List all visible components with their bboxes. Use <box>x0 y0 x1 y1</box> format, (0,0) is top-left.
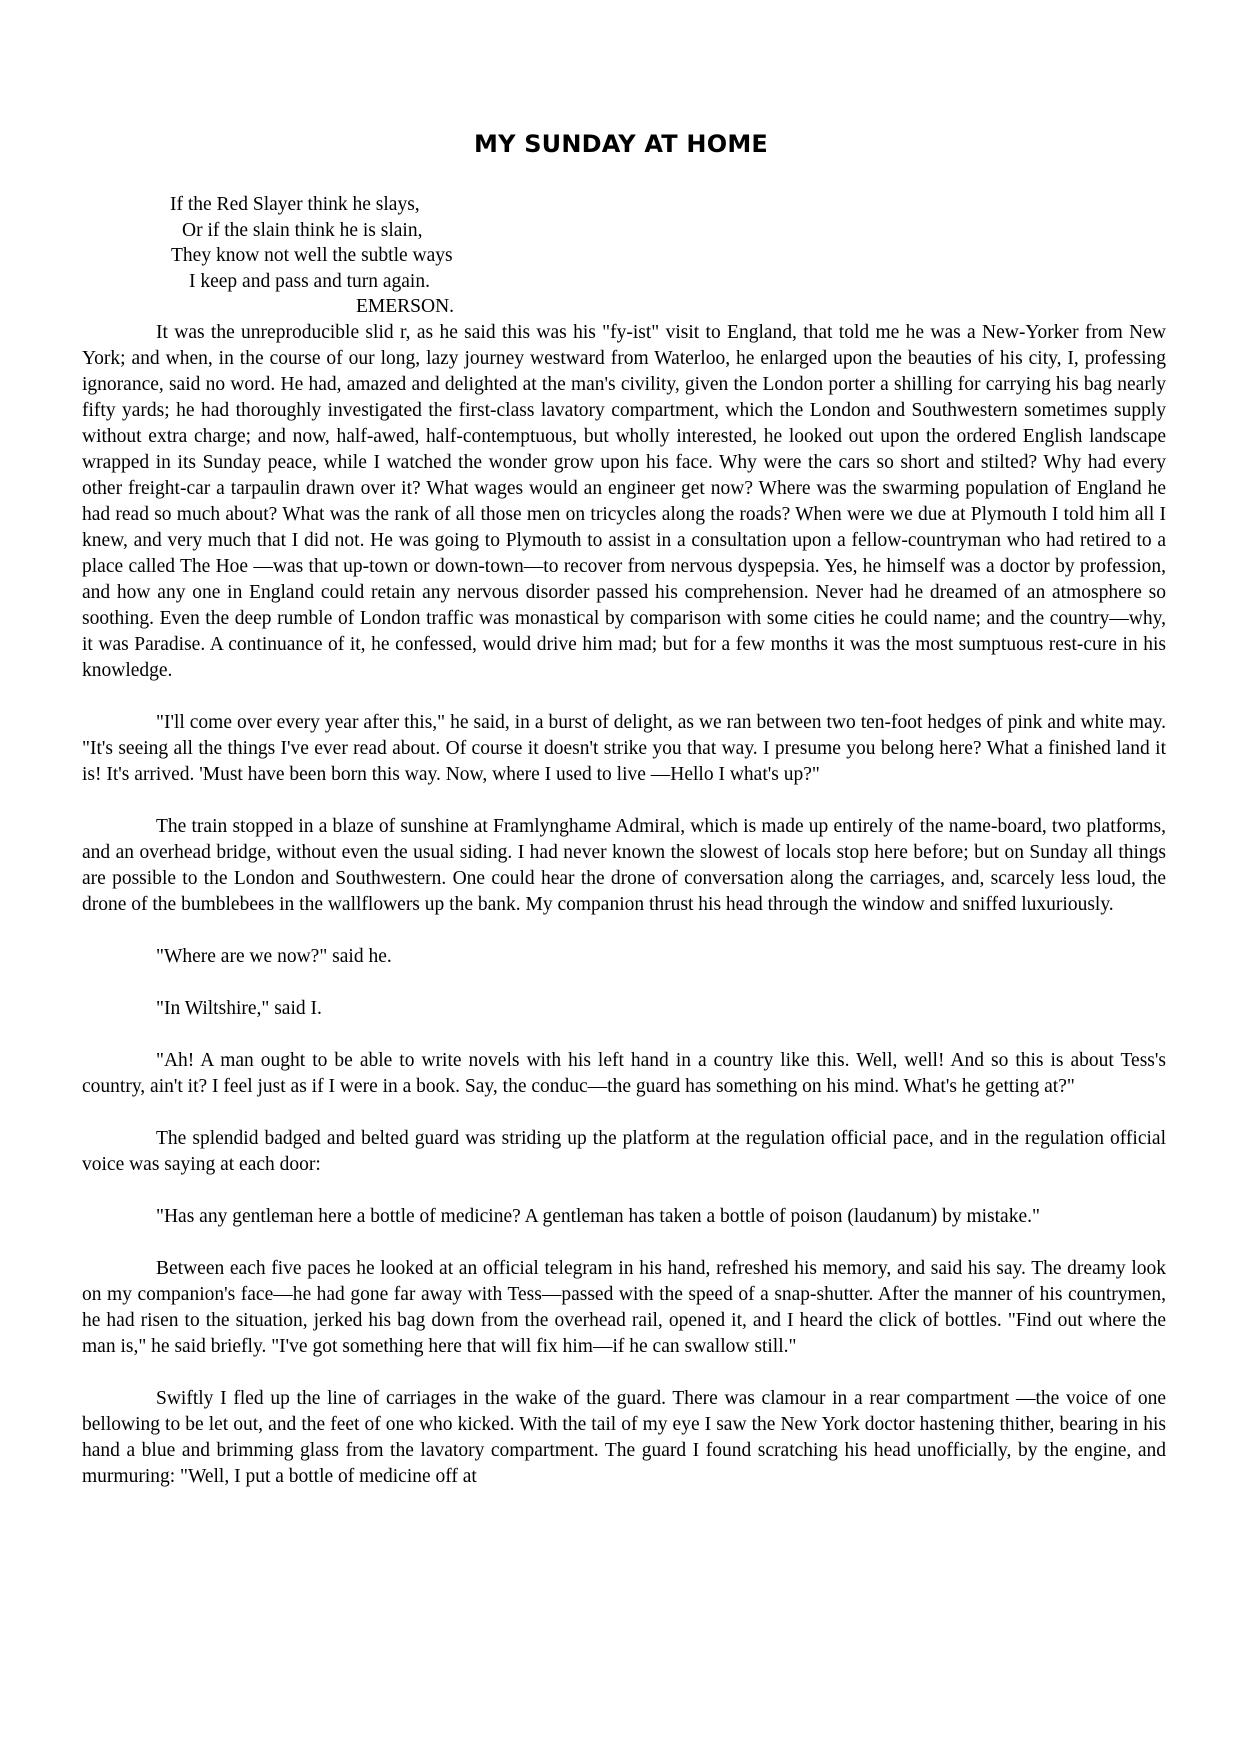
paragraph: Between each five paces he looked at an official telegram in his hand, refreshed his memory, and said his say. The dreamy look on my companion's face—he had gone far away with Tess—passed with the speed of a snap-shutter. After the manner of his countrymen, he had risen to the situation, jerked his bag down from the overhead rail, opened it, and I heard the click of bottles. "Find out where the man is," he said briefly. "I've got something here that will fix him—if he can swallow still." <box>82 1258 1166 1357</box>
paragraph: "I'll come over every year after this," he said, in a burst of delight, as we ran between two ten-foot hedges of pink and white may. "It's seeing all the things I've ever read about. Of course it doesn't strike you that way. I presume you belong here? What a finished land it is! It's arrived. 'Must have been born this way. Now, where I used to live —Hello I what's up?" <box>82 712 1166 785</box>
body-text <box>82 320 1166 1516</box>
epigraph-attribution: EMERSON. <box>356 296 455 317</box>
paragraph: "In Wiltshire," said I. <box>156 998 322 1019</box>
epigraph-line: Or if the slain think he is slain, <box>182 219 423 241</box>
epigraph-line: I keep and pass and turn again. <box>189 270 430 292</box>
epigraph-line: If the Red Slayer think he slays, <box>170 194 420 215</box>
page-title: MY SUNDAY AT HOME <box>473 130 768 158</box>
paragraph: "Has any gentleman here a bottle of medicine? A gentleman has taken a bottle of poison (laudanum) by mistake." <box>156 1206 1040 1227</box>
paragraph: Swiftly I fled up the line of carriages in the wake of the guard. There was clamour in a rear compartment —the voice of one bellowing to be let out, and the feet of one who kicked. With the tail of my eye I saw the New York doctor hastening thither, bearing in his hand a blue and brimming glass from the lavatory compartment. The guard I found scratching his head unofficially, by the engine, and murmuring: "Well, I put a bottle of medicine off at <box>82 1388 1166 1487</box>
paragraph: It was the unreproducible slid r, as he said this was his "fy-ist" visit to England, that told me he was a New-Yorker from New York; and when, in the course of our long, lazy journey westward from Waterloo, he enlarged upon the beauties of his city, I, professing ignorance, said no word. He had, amazed and delighted at the man's civility, given the London porter a shilling for carrying his bag nearly fifty yards; he had thoroughly investigated the first-class lavatory compartment, which the London and Southwestern sometimes supply without extra charge; and now, half-awed, half-contemptuous, but wholly interested, he looked out upon the ordered English landscape wrapped in its Sunday peace, while I watched the wonder grow upon his face. Why were the cars so short and stilted? Why had every other freight-car a tarpaulin drawn over it? What wages would an engineer get now? Where was the swarming population of England he had read so much about? What was the rank of all those men on tricycles along the roads? When were we due at Plymouth I told him all I knew, and very much that I did not. He was going to Plymouth to assist in a consultation upon a fellow-countryman who had retired to a place called The Hoe —was that up-town or down-town—to recover from nervous dyspepsia. Yes, he himself was a doctor by profession, and how any one in England could retain any nervous disorder passed his comprehension. Never had he dreamed of an atmosphere so soothing. Even the deep rumble of London traffic was monastical by comparison with some cities he could name; and the country—why, it was Paradise. A continuance of it, he confessed, would drive him mad; but for a few months it was the most sumptuous rest-cure in his knowledge. <box>82 322 1166 681</box>
paragraph: "Where are we now?" said he. <box>156 946 392 967</box>
paragraph: The splendid badged and belted guard was striding up the platform at the regulation official pace, and in the regulation official voice was saying at each door: <box>82 1128 1166 1175</box>
paragraph: "Ah! A man ought to be able to write novels with his left hand in a country like this. Well, well! And so this is about Tess's country, ain't it? I feel just as if I were in a book. Say, the conduc—the guard has something on his mind. What's he getting at?" <box>82 1050 1166 1097</box>
paragraph: The train stopped in a blaze of sunshine at Framlynghame Admiral, which is made up entirely of the name-board, two platforms, and an overhead bridge, without even the usual siding. I had never known the slowest of locals stop here before; but on Sunday all things are possible to the London and Southwestern. One could hear the drone of conversation along the carriages, and, scarcely less loud, the drone of the bumblebees in the wallflowers up the bank. My companion thrust his head through the window and sniffed luxuriously. <box>82 816 1166 915</box>
epigraph <box>170 192 510 320</box>
epigraph-line: They know not well the subtle ways <box>171 245 453 266</box>
